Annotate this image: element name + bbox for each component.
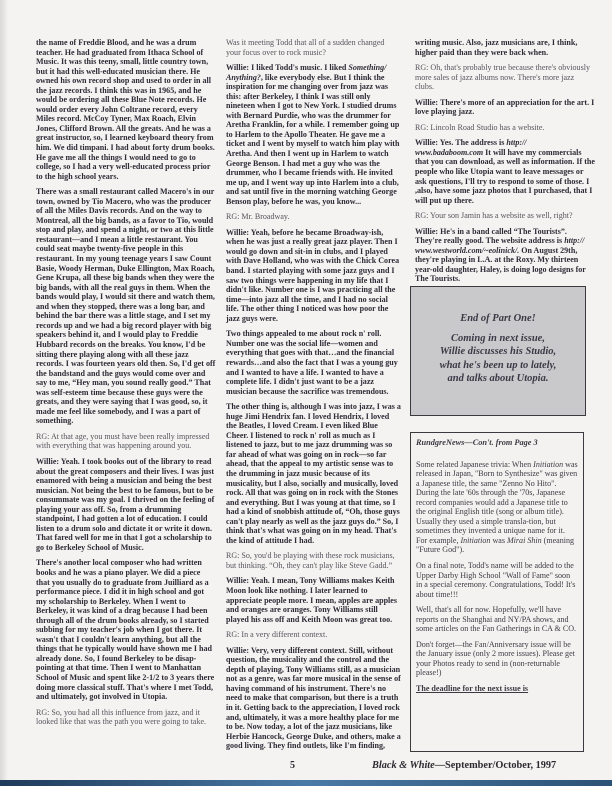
question: RG: So, you'd be playing with these rock musicians, but thinking. “Oh, they can't play like Steve Gadd.”: [226, 551, 395, 570]
deadline-note: The deadline for the next issue is: [416, 684, 529, 694]
paragraph: writing music. Also, jazz musicians are, I think, higher paid than they were back when.: [415, 38, 578, 57]
end-of-part-box: [410, 286, 586, 416]
text: was: [490, 535, 507, 545]
box-header: RundgreNews—Con't. from Page 3: [416, 438, 538, 447]
paragraph: Willie: Yeah. I took books out of the library to read about the great composers and their lives. I was just enamored with being a musician and being the best musician. Not being the best to be famous, but to be consummate was my goal. I thrived on the feeling of playing your ass off. So, from a drumming standpoint, I had gotten a lot of education. I could listen to a drum solo and dictate it or write it down. That fared well for me in that I got a scholarship to go to Berkeley School of Music.: [36, 456, 215, 552]
box-line: Willie discusses his Studio,: [439, 346, 557, 358]
text: Willie: I liked Todd's music. I liked: [226, 63, 349, 73]
text: was released in Japan, "Born to Synthesize" was given a Japanese title, the same "Zenno No Hito". During the late '60s through the '70s, Japanese record companies would add a Japanese title to the original English title (song or album title). Usually they used a simple transla-tion, but sometimes they invented a unique name for it. For example,: [416, 459, 578, 545]
box-body: [411, 332, 585, 385]
paragraph: Willie: Yeah. I mean, Tony Williams makes Keith Moon look like nothing. I later learned to appreciate people more. I mean, apples are apples and oranges are oranges. Tony Williams still played his ass off and Keith Moon was great too.: [226, 576, 397, 624]
issue-date: —September/October, 1997: [434, 760, 557, 771]
paragraph: The other thing is, although I was into jazz, I was a huge Jimi Hendrix fan. I loved Hendrix, I loved the Beatles, I loved Cream. I even liked Blue Cheer. I listened to rock n' roll as much as I listened to jazz, but to me jazz drumming was so far ahead of what was going on in rock—so far ahead, that the appeal to my artistic sense was to the drumming in jazz music because of its musicality, but I also, socially and musically, loved rock. All that was going on in rock with the Stones and everything. But I was young at that time, so I had a kind of snobbish attitude of, “Oh, those guys can't play nearly as well as the jazz guys do.” So, I think that's what was going on in my head. That's the kind of attitude I had.: [226, 402, 401, 545]
text: Willie: Yes. The address is: [415, 138, 507, 148]
column-3: [415, 38, 595, 290]
paragraph: Willie: Yeah, before he became Broadway-ish, when he was just a really great jazz player. Then I would go down and sit-in in clubs, and I played with Dave Holland, who was with the Chick Corea band. I started playing with some jazz guys and I saw two things were happening in my life that I didn't like. Number one is I was practicing all the time—into jazz all the time, and I had no social life. The other thing I noticed was how poor the jazz guys were.: [226, 227, 400, 323]
paragraph: Two things appealed to me about rock n' roll. Number one was the social life—women and everything that goes with that…and the financial rewards…and also the fact that I was a young guy and I wanted to have a life. I wanted to have a complete life. I didn't just want to be a jazz musician because the sacrifice was tremendous.: [226, 329, 398, 396]
scan-edge-band: [0, 780, 612, 786]
box-line: and talks about Utopia.: [447, 372, 549, 384]
publication-footer: [372, 760, 556, 771]
rundgrenews-box: [410, 432, 584, 752]
japanese-title: Mirai Shin: [506, 535, 542, 545]
page-number: 5: [290, 760, 295, 771]
text: Willie: He's in a band called “The Tourists”. They're really good. The website address is: [415, 226, 567, 246]
paragraph: On a final note, Todd's name will be added to the Upper Darby High School "Wall of Fame" soon in a special ceremony. Congratulations, Todd! It's about time!!!: [416, 561, 576, 599]
paragraph: Willie: There's more of an appreciation for the art. I love playing jazz.: [415, 97, 595, 117]
question: RG: Oh, that's probably true because there's obviously more sales of jazz albums now. There's more jazz clubs.: [415, 63, 590, 92]
question: RG: Mr. Broadway.: [226, 212, 290, 222]
page-edge-shadow: [0, 0, 8, 786]
website-link[interactable]: http:// www.westworld.com/~eolinick/.: [415, 236, 585, 255]
box-line: what he's been up to lately,: [439, 359, 557, 371]
paragraph: Don't forget—the Fan/Anniversary issue will be the January issue (only 2 more issues). Please get your Photos ready to send in (non-returnable please!): [416, 639, 575, 678]
album-title: Initiation: [460, 535, 491, 545]
box-title: End of Part One!: [460, 313, 536, 324]
text: Some related Japanese trivia: When: [416, 459, 534, 469]
paragraph: Willie: Very, very different context. Still, without question, the musicality and the control and the depth of playing, Tony Williams still, as a musician not as a genre, was far more musical in the sense of having command of his instrument. There's no need to make that comparison, but there is a truth in it. Getting back to the appreciation, I loved rock and, ultimately, it was a more healthy place for me to be. Now today, a lot of the jazz musicians, like Herbie Hancock, George Duke, and others, make a good living. They find outlets, like I'm finding,: [226, 645, 401, 751]
text: , like everybody else. But I think the inspiration for me changing over from jazz was this: after Berkeley, I think I was still only nineteen when I got to New York. I studied drums with Bernard Purdie, who was the drummer for Aretha Franklin, for a while. I remember going up to Harlem to the Apollo Theater. He gave me a ticket and I went by myself to watch him play with Aretha. And then I went up in Harlem to watch George Benson. I had met a guy who was the drummer, who I became friends with. He invited me up, and I went way up into Harlem into a club, and sat until five in the morning watching George Benson play, before he was, you know...: [226, 72, 400, 206]
text: It will have my commercials that you can download, as well as information. If the people who like Utopia want to leave messages or ask questions, I'll try to respond to some of those. I ,also, have some jazz photos that I purchased, that I will put up there.: [415, 147, 595, 205]
question: RG: So, you had all this influence from jazz, and it looked like that was the path you were going to take.: [36, 707, 207, 727]
website-link[interactable]: http:// www.badaboom.com: [415, 138, 527, 157]
publication-name: Black & White: [372, 760, 435, 771]
paragraph: Well, that's all for now. Hopefully, we'll have reports on the Shanghai and NY/PA shows, and some articles on the Fan Gatherings in CA & CO.: [416, 605, 577, 634]
album-title: Initiation: [533, 459, 564, 469]
text: On August 29th, they're playing in L.A. at the Roxy. My thirteen year-old daughter, Haley, is doing logo designs for The Tourists.: [415, 245, 586, 284]
question: Was it meeting Todd that all of a sudden changed your focus over to rock music?: [226, 38, 385, 57]
album-title: Something/ Anything?: [226, 63, 387, 82]
text: (meaning "Future God").: [416, 535, 575, 555]
paragraph: [415, 138, 595, 205]
question: RG: In a very different context.: [226, 630, 328, 640]
paragraph: the name of Freddie Blood, and he was a drum teacher. He had graduated from Ithaca School of Music. It was this teeny, small, little country town, but it had this well-educated musician there. He owned his own record shop and used to order in all the jazz records. I think this was in 1965, and he would be ordering all these Blue Note records. He would order every John Coltrane record, every Miles record. McCoy Tyner, Max Roach, Elvin Jones, Clifford Brown. All the greats. And he was a great instructor, so, I learned keyboard theory from him. We did timpani. I had about forty drum books. He gave me all the things I would need to go to college, so I had a very well-educated process prior to the high school years.: [36, 38, 215, 181]
paragraph: [226, 63, 401, 206]
column-2: [226, 38, 401, 757]
question: RG: At that age, you must have been really impressed with everything that was happening around you.: [36, 431, 210, 451]
paragraph: There was a small restaurant called Macero's in our town, owned by Tio Macero, who was the producer of all the Miles Davis records. And on the way to Montreal, all the big bands, as a favor to Tio, would stop and play, and spend a night, or two at this little restaurant—and I mean a little restaurant. You could seat maybe twenty-five people in this restaurant. In my young teenage years I saw Count Basie, Woody Herman, Duke Ellington, Max Roach, Gene Krupa, all these big bands when they were the big bands, with all the real guys in them. When the bands would play, I would sit there and watch them, and when they stopped, there was a long bar, and behind the bar there was a little stage, and I set my records up and we had a big record player with big speakers behind it, and I would play to Freddie Hubbard records on the breaks. You know, I'd be sitting there playing along with all these jazz records. I was fourteen years old then. So, I'd get off the bandstand and the guys would come over and say to me, “Hey man, you sound really good.” That was self-esteem time because these guys were the greats, and they were saying that I was good, so, it made me feel like somebody, and I was a part of something.: [36, 187, 216, 426]
question: RG: Lincoln Road Studio has a website.: [415, 122, 545, 132]
paragraph: There's another local composer who had written books and he was a piano player. We did a piece that you usually do to graduate from Juilliard as a performance piece. I did it in high school and got my scholarship to Berkeley. When I went to Berkeley, it was kind of a drag because I had been through all of the drum books already, so I started subbing for my teacher's job when I got there. It wasn't that I couldn't learn anything, but all the things that he typically would have shown me I had already done. So, I found Berkeley to be disap-pointing at that time. Then I went to Manhattan School of Music and spent like 2-1/2 to 3 years there doing more classical stuff. That's where I met Todd, and ultimately, got involved in Utopia.: [36, 558, 215, 702]
question: RG: Your son Jamin has a website as well, right?: [415, 211, 573, 221]
column-1: [36, 38, 216, 733]
paragraph: [415, 227, 595, 284]
paragraph: [416, 460, 578, 555]
box-line: Coming in next issue,: [451, 333, 545, 344]
